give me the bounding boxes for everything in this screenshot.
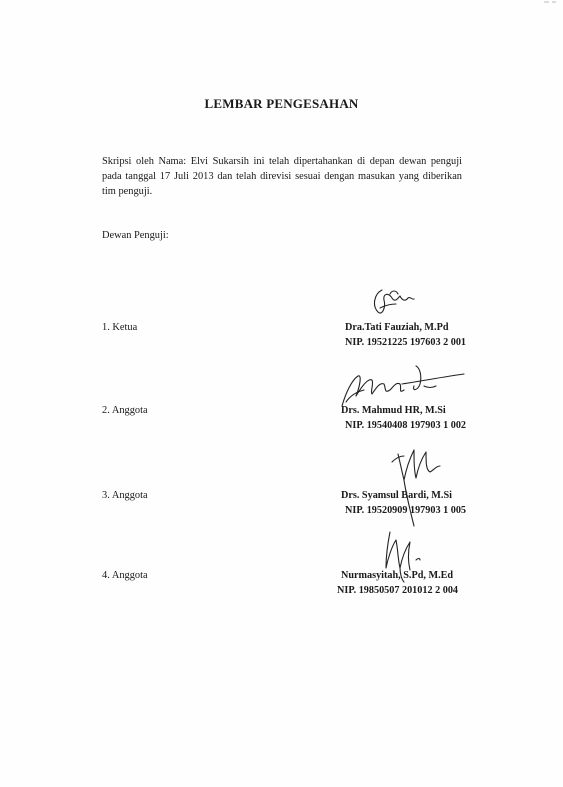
examiner-1-name: Dra.Tati Fauziah, M.Pd: [345, 322, 449, 333]
page-title: LEMBAR PENGESAHAN: [204, 96, 359, 111]
approval-paragraph: Skripsi oleh Nama: Elvi Sukarsih ini telah dipertahankan di depan dewan penguji pada tanggal 17 Juli 2013 dan telah direvisi sesuai dengan masukan yang diberikan tim penguji.: [102, 156, 462, 197]
scan-mark-icon: [543, 0, 557, 4]
examiner-4-role: 4. Anggota: [102, 570, 148, 581]
examiner-2-signature: [336, 362, 476, 410]
examiner-4-nip: NIP. 19850507 201012 2 004: [337, 585, 459, 596]
examiner-4-signature: [378, 528, 438, 584]
examiner-3-name: Drs. Syamsul Bardi, M.Si: [341, 490, 452, 501]
examiner-1-role: 1. Ketua: [102, 322, 138, 333]
examiner-3-signature: [386, 440, 456, 530]
examiner-2-role: 2. Anggota: [102, 405, 148, 416]
examiner-3-nip: NIP. 19520909 197903 1 005: [345, 505, 467, 516]
examiner-1-nip: NIP. 19521225 197603 2 001: [345, 337, 467, 348]
committee-label: Dewan Penguji:: [102, 230, 169, 241]
examiner-1-signature: [368, 286, 438, 320]
examiner-3-role: 3. Anggota: [102, 490, 148, 501]
examiner-2-name: Drs. Mahmud HR, M.Si: [341, 405, 446, 416]
examiner-4-name: Nurmasyitah, S.Pd, M.Ed: [341, 570, 454, 581]
examiner-2-nip: NIP. 19540408 197903 1 002: [345, 420, 467, 431]
